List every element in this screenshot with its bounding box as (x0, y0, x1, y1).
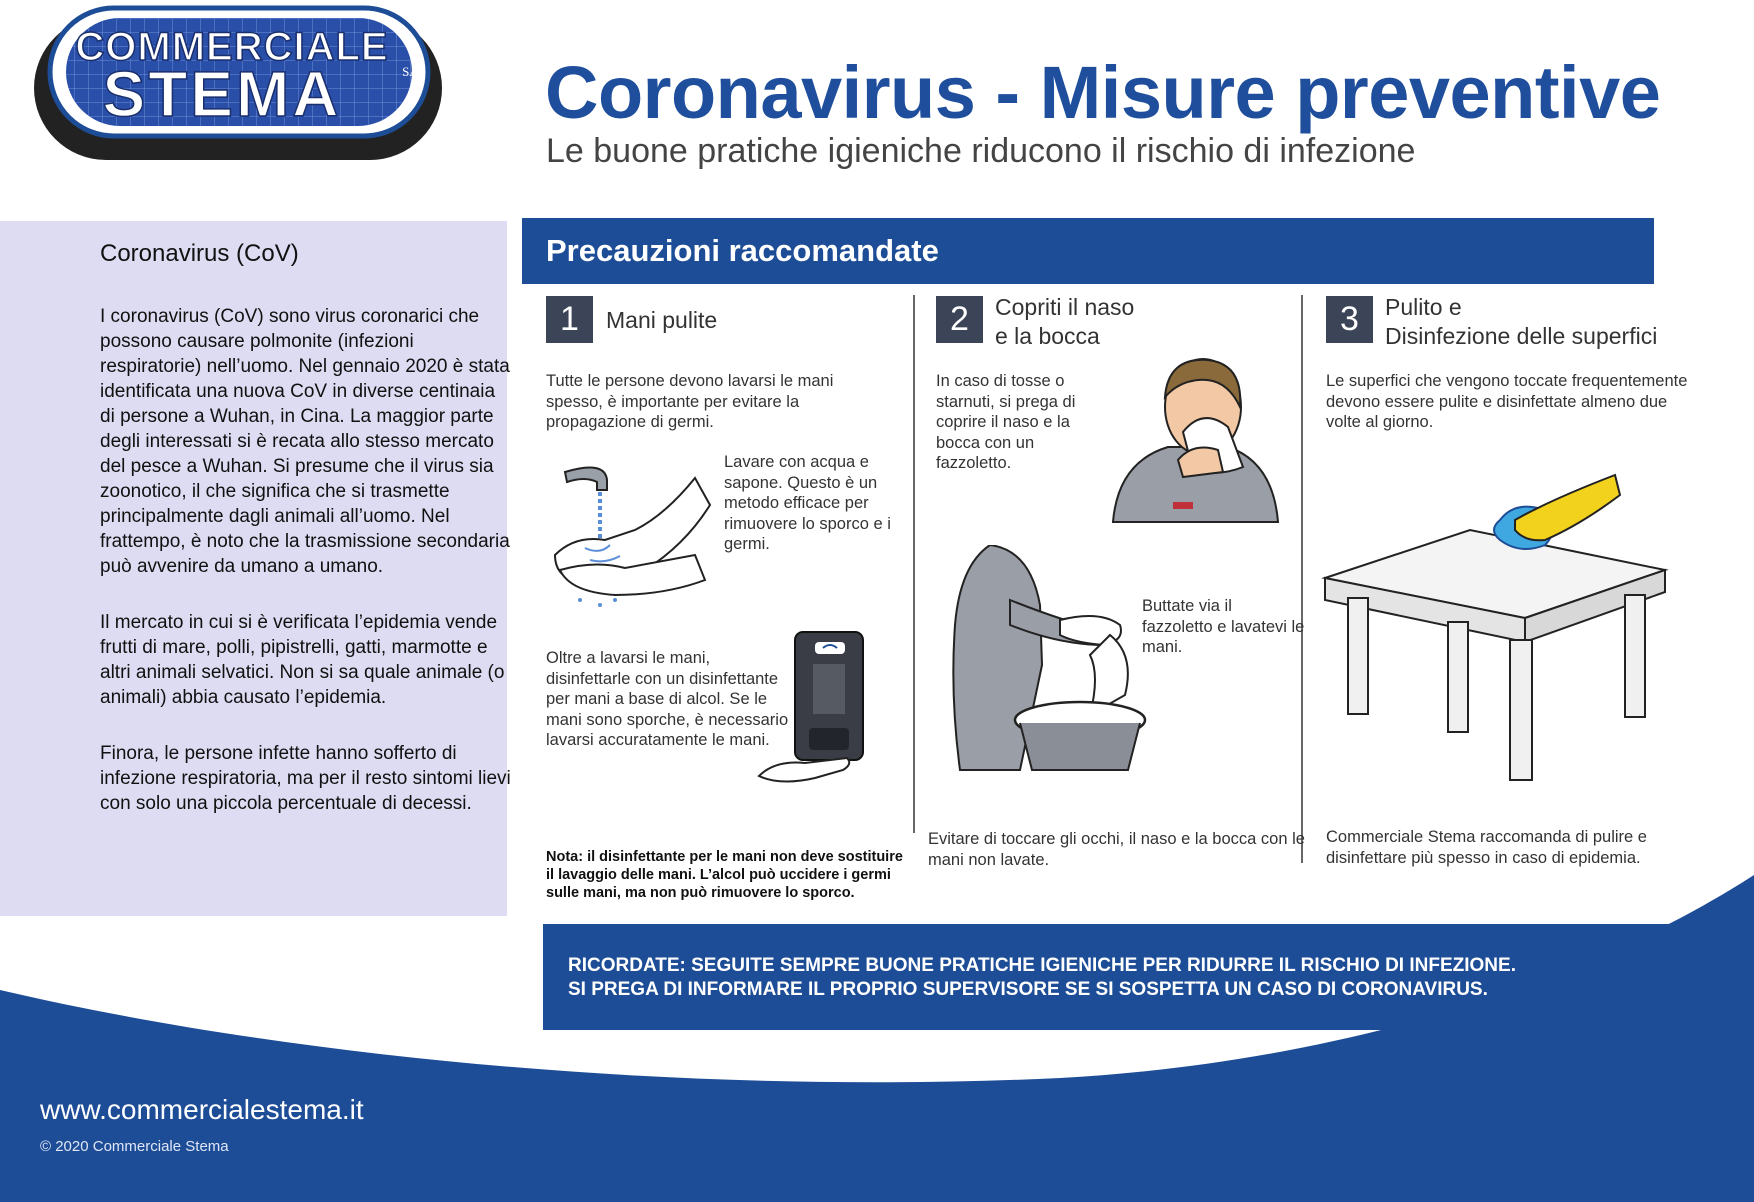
svg-text:SAS: SAS (402, 64, 426, 79)
reminder-line: SI PREGA DI INFORMARE IL PROPRIO SUPERVISORE SE SI SOSPETTA UN CASO DI CORONAVIRUS. (568, 979, 1488, 1000)
sanitizer-instructions: Oltre a lavarsi le mani, disinfettarle con un disinfettante per mani a base di alcol. Se le mani sono sporche, è necessario lavarsi accuratamente le mani. (546, 649, 789, 749)
company-recommendation: Commerciale Stema raccomanda di pulire e disinfettare più spesso in caso di epidemia. (1326, 828, 1647, 867)
precautions-title: Precauzioni raccomandate (546, 233, 939, 268)
hand-sanitizer-note: Nota: il disinfettante per le mani non deve sostituire il lavaggio delle mani. L’alcol può uccidere i germi sulle mani, ma non può rimuovere lo sporco. (546, 849, 903, 901)
reminder-banner (543, 924, 1669, 1030)
step-title-line: Copriti il naso (995, 294, 1135, 320)
clean-hands-intro: Tutte le persone devono lavarsi le mani spesso, è importante per evitare la propagazione di germi. (546, 372, 834, 431)
step-title-line: Disinfezione delle superfici (1385, 323, 1658, 349)
sanitizer-dispenser-illustration (755, 628, 875, 788)
wash-instructions: Lavare con acqua e sapone. Questo è un metodo efficace per rimuovere lo sporco e i germi. (724, 453, 891, 553)
table-cleaning-illustration (1320, 470, 1670, 790)
svg-text:STEMA: STEMA (102, 58, 342, 130)
step-number-3: 3 (1326, 296, 1373, 343)
hand-washing-illustration (545, 460, 715, 610)
column-divider (1301, 295, 1303, 863)
step-title-clean-hands: Mani pulite (606, 307, 718, 333)
website-link[interactable]: www.commercialestema.it (40, 1094, 364, 1125)
copyright-notice: © 2020 Commerciale Stema (40, 1138, 229, 1155)
throw-tissue-instructions: Buttate via il fazzoletto e lavatevi le mani. (1142, 597, 1305, 656)
company-logo (32, 4, 444, 162)
reminder-line: RICORDATE: SEGUITE SEMPRE BUONE PRATICHE IGIENICHE PER RIDURRE IL RISCHIO DI INFEZIONE. (568, 955, 1516, 976)
person-sneezing-illustration (1108, 352, 1283, 527)
step-title-cover-nose-mouth (995, 293, 1134, 351)
svg-text:COMMERCIALE: COMMERCIALE (75, 25, 389, 69)
step-number-2: 2 (936, 296, 983, 343)
info-paragraph: Finora, le persone infette hanno sofferto di infezione respiratoria, ma per il resto sintomi lievi con solo una piccola percentuale di decessi. (100, 743, 511, 814)
throw-tissue-illustration (950, 545, 1165, 775)
info-paragraph: I coronavirus (CoV) sono virus coronarici che possono causare polmonite (infezioni respiratorie) nell’uomo. Nel gennaio 2020 è stata identificata una nuova CoV in diverse centinaia di persone a Wuhan, in Cina. La maggior parte degli interessati si è recata allo stesso mercato del pesce a Wuhan. Si presume che il virus sia zoonotico, il che significa che si trasmette principalmente dagli animali all’uomo. Nel frattempo, è noto che la trasmissione secondaria può avvenire da umano a umano. (100, 306, 510, 577)
surface-cleaning-intro: Le superfici che vengono toccate frequentemente devono essere pulite e disinfettate almeno due volte al giorno. (1326, 372, 1688, 431)
page-subtitle: Le buone pratiche igieniche riducono il rischio di infezione (546, 132, 1416, 170)
column-divider (913, 295, 915, 833)
info-paragraph: Il mercato in cui si è verificata l’epidemia vende frutti di mare, polli, pipistrelli, gatti, marmotte e altri animali selvatici. Non si sa quale animale (o animali) abbia causato l’epidemia. (100, 612, 505, 708)
page-title: Coronavirus - Misure preventive (545, 51, 1661, 134)
info-panel-heading: Coronavirus (CoV) (100, 240, 299, 267)
step-title-clean-surfaces (1385, 293, 1657, 351)
step-title-line: Pulito e (1385, 294, 1462, 320)
cough-instructions: In caso di tosse o starnuti, si prega di coprire il naso e la bocca con un fazzoletto. (936, 372, 1076, 472)
avoid-touching-instructions: Evitare di toccare gli occhi, il naso e la bocca con le mani non lavate. (928, 830, 1305, 869)
step-title-line: e la bocca (995, 323, 1100, 349)
step-number-1: 1 (546, 296, 593, 343)
